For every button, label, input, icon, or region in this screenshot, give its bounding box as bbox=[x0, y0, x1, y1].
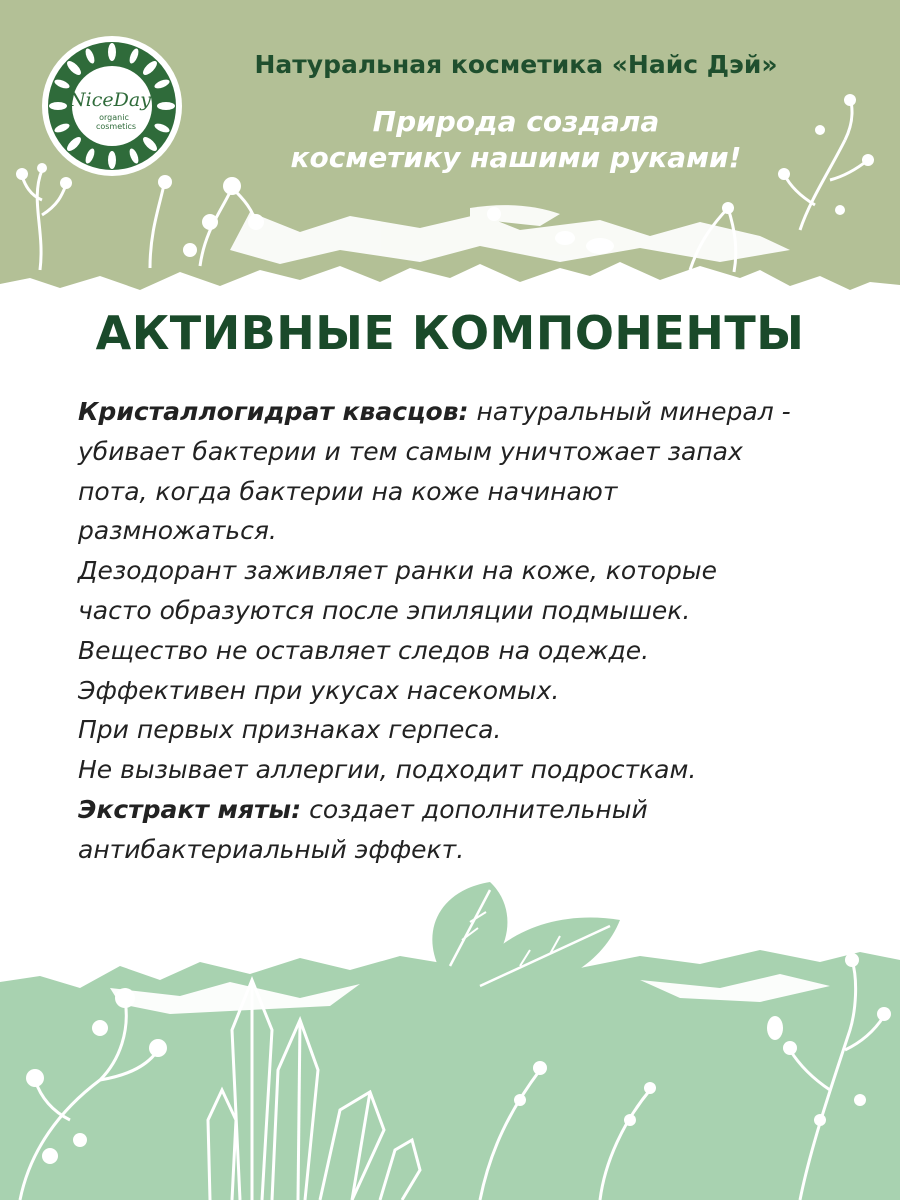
text-line: Вещество не оставляет следов на одежде. bbox=[78, 635, 650, 665]
footer-band bbox=[0, 870, 900, 1200]
svg-text:NiceDay: NiceDay bbox=[69, 89, 151, 111]
text-line: При первых признаках герпеса. bbox=[78, 715, 502, 745]
text-line: Дезодорант заживляет ранки на коже, которые bbox=[78, 556, 718, 586]
logo-wreath-icon bbox=[40, 34, 184, 178]
svg-text:cosmetics: cosmetics bbox=[95, 122, 137, 131]
slogan-line-1: Природа создала bbox=[372, 105, 660, 138]
page-title: АКТИВНЫЕ КОМПОНЕНТЫ bbox=[95, 306, 805, 360]
text-line: часто образуются после эпиляции подмышек. bbox=[78, 595, 691, 625]
ingredient-term: Кристаллогидрат квасцов: bbox=[78, 397, 469, 426]
text-line: Экстракт мяты: создает дополнительный bbox=[78, 794, 648, 824]
slogan-line-2: косметику нашими руками! bbox=[290, 141, 742, 174]
ingredient-term: Экстракт мяты: bbox=[78, 794, 302, 824]
ingredients-text bbox=[78, 392, 868, 870]
brand-name: Натуральная косметика «Найс Дэй» bbox=[254, 50, 778, 79]
slogan bbox=[196, 104, 836, 176]
text-line: антибактериальный эффект. bbox=[78, 834, 465, 864]
text-line: Не вызывает аллергии, подходит подросткам. bbox=[78, 755, 697, 785]
text-line: размножаться. bbox=[78, 516, 277, 546]
svg-text:organic: organic bbox=[99, 113, 129, 122]
text-line: Кристаллогидрат квасцов: натуральный минерал - bbox=[78, 397, 791, 426]
text-line: убивает бактерии и тем самым уничтожает запах bbox=[78, 436, 743, 466]
text-line: пота, когда бактерии на коже начинают bbox=[78, 476, 618, 506]
text-line: Эффективен при укусах насекомых. bbox=[78, 675, 560, 705]
